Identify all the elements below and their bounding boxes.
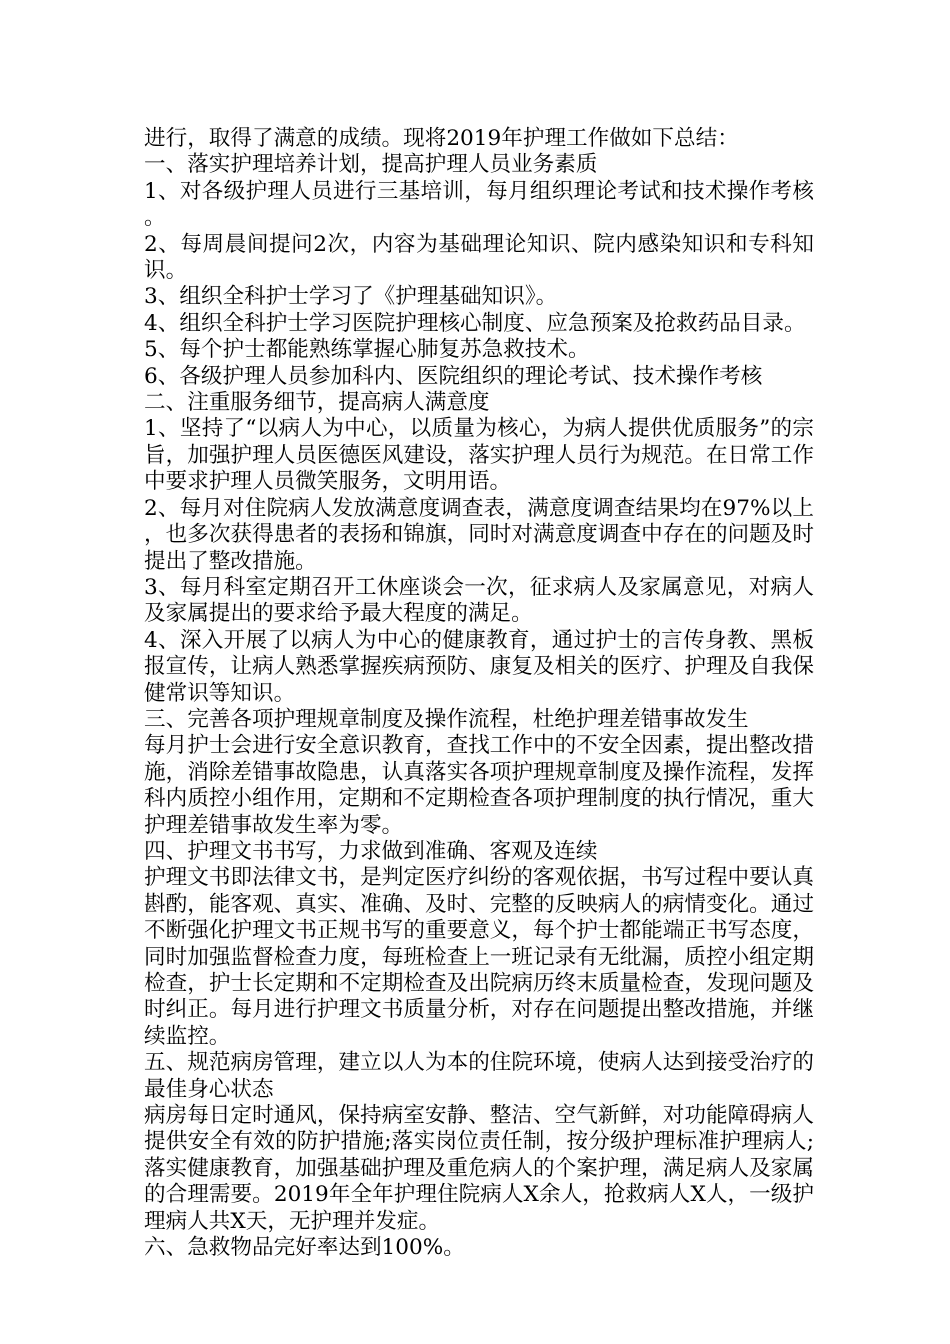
section-heading-1: 一、落实护理培养计划，提高护理人员业务素质 <box>144 152 598 178</box>
section-heading-3: 三、完善各项护理规章制度及操作流程，杜绝护理差错事故发生 <box>144 706 749 732</box>
section-1-item-3: 3、组织全科护士学习了《护理基础知识》。 <box>144 284 558 310</box>
section-heading-2: 二、注重服务细节，提高病人满意度 <box>144 390 490 416</box>
document-body <box>144 126 814 1261</box>
section-2-item-4: 4、深入开展了以病人为中心的健康教育，通过护士的言传身教、黑板报宣传，让病人熟悉掌握疾病预防、康复及相关的医疗、护理及自我保健常识等知识。 <box>144 627 814 706</box>
section-heading-5: 五、规范病房管理，建立以人为本的住院环境，使病人达到接受治疗的最佳身心状态 <box>144 1050 814 1102</box>
section-heading-4: 四、护理文书书写，力求做到准确、客观及连续 <box>144 838 598 864</box>
section-4-body: 护理文书即法律文书，是判定医疗纠纷的客观依据，书写过程中要认真斟酌，能客观、真实、准确、及时、完整的反映病人的病情变化。通过不断强化护理文书正规书写的重要意义，每个护士都能端正书写态度，同时加强监督检查力度，每班检查上一班记录有无纰漏，质控小组定期检查，护士长定期和不定期检查及出院病历终末质量检查，发现问题及时纠正。每月进行护理文书质量分析，对存在问题提出整改措施，并继续监控。 <box>144 865 814 1049</box>
section-3-body: 每月护士会进行安全意识教育，查找工作中的不安全因素，提出整改措施，消除差错事故隐患，认真落实各项护理规章制度及操作流程，发挥科内质控小组作用，定期和不定期检查各项护理制度的执行情况，重大护理差错事故发生率为零。 <box>144 733 814 838</box>
section-2-item-2: 2、每月对住院病人发放满意度调查表，满意度调查结果均在97%以上，也多次获得患者的表扬和锦旗，同时对满意度调查中存在的问题及时提出了整改措施。 <box>144 495 814 574</box>
section-heading-6: 六、急救物品完好率达到100%。 <box>144 1235 465 1261</box>
section-5-body: 病房每日定时通风，保持病室安静、整洁、空气新鲜，对功能障碍病人提供安全有效的防护措施;落实岗位责任制，按分级护理标准护理病人;落实健康教育，加强基础护理及重危病人的个案护理，满足病人及家属的合理需要。2019年全年护理住院病人X余人，抢救病人X人，一级护理病人共X天，无护理并发症。 <box>144 1103 814 1234</box>
section-1-item-5: 5、每个护士都能熟练掌握心肺复苏急救技术。 <box>144 337 590 363</box>
section-2-item-3: 3、每月科室定期召开工休座谈会一次，征求病人及家属意见，对病人及家属提出的要求给予最大程度的满足。 <box>144 574 814 627</box>
section-1-item-4: 4、组织全科护士学习医院护理核心制度、应急预案及抢救药品目录。 <box>144 310 806 336</box>
section-1-item-2: 2、每周晨间提问2次，内容为基础理论知识、院内感染知识和专科知识。 <box>144 231 814 284</box>
intro-paragraph: 进行，取得了满意的成绩。现将2019年护理工作做如下总结： <box>144 126 739 151</box>
section-2-item-1: 1、坚持了“以病人为中心，以质量为核心，为病人提供优质服务”的宗旨，加强护理人员医德医风建设，落实护理人员行为规范。在日常工作中要求护理人员微笑服务，文明用语。 <box>144 416 814 495</box>
section-1-item-1: 1、对各级护理人员进行三基培训，每月组织理论考试和技术操作考核。 <box>144 178 814 231</box>
section-1-item-6: 6、各级护理人员参加科内、医院组织的理论考试、技术操作考核 <box>144 363 763 389</box>
